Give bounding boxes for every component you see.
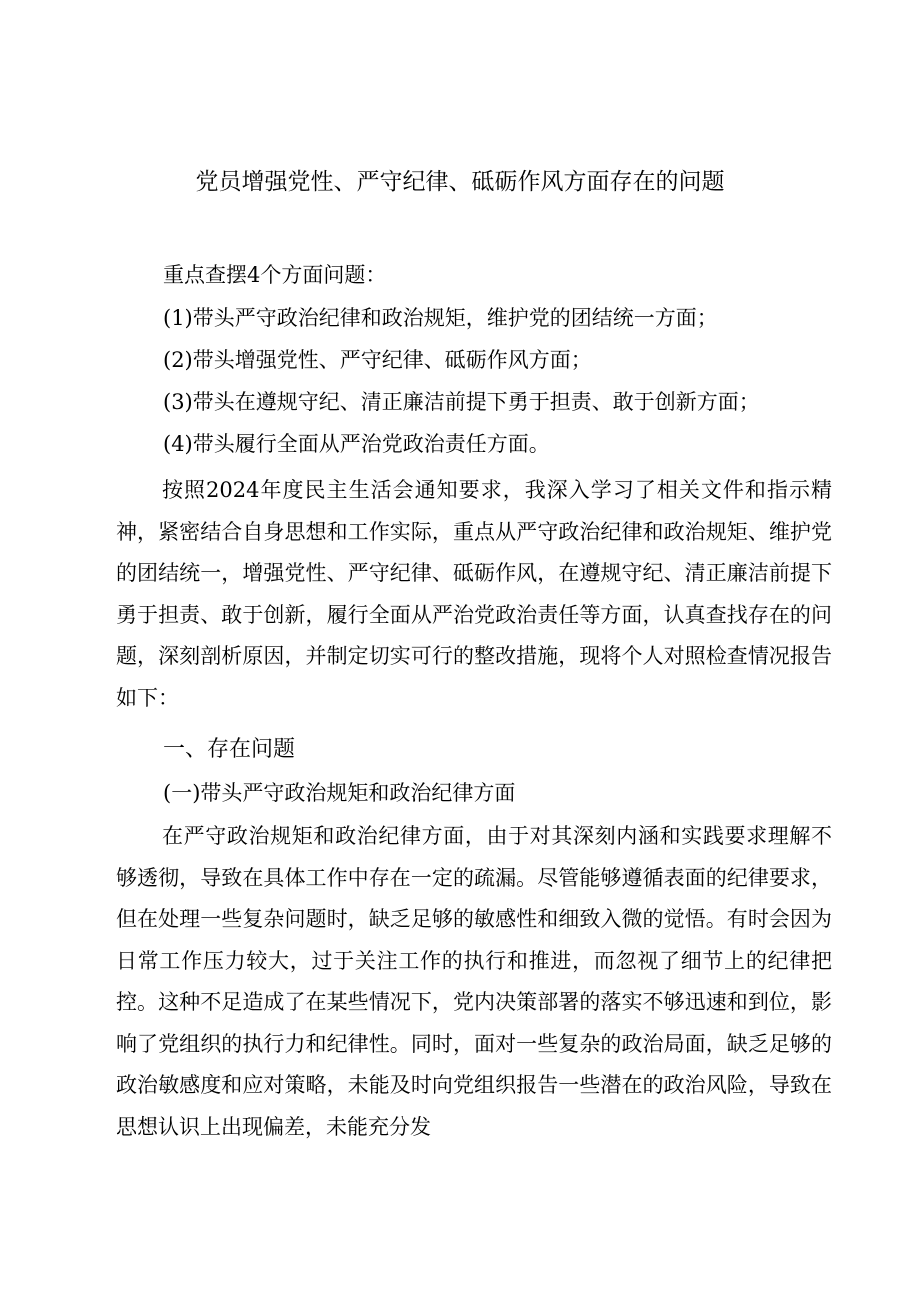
intro-line: 重点查摆4个方面问题： [163,263,387,287]
paragraph-intro: 按照2024年度民主生活会通知要求，我深入学习了相关文件和指示精神，紧密结合自身思想和工作实际，重点从严守政治纪律和政治规矩、维护党的团结统一，增强党性、严守纪律、砥砺作风，在遵规守纪、清正廉洁前提下勇于担责、敢于创新，履行全面从严治党政治责任等方面，认真查找存在的问题，深刻剖析原因，并制定切实可行的整改措施，现将个人对照检查情况报告如下： [116,478,832,710]
document-title: 党员增强党性、严守纪律、砥砺作风方面存在的问题 [195,169,725,195]
list-item-4: (4)带头履行全面从严治党政治责任方面。 [163,432,550,456]
paragraph-body: 在严守政治规矩和政治纪律方面，由于对其深刻内涵和实践要求理解不够透彻，导致在具体工作中存在一定的疏漏。尽管能够遵循表面的纪律要求，但在处理一些复杂问题时，缺乏足够的敏感性和细致入微的觉悟。有时会因为日常工作压力较大，过于关注工作的执行和推进，而忽视了细节上的纪律把控。这种不足造成了在某些情况下，党内决策部署的落实不够迅速和到位，影响了党组织的执行力和纪律性。同时，面对一些复杂的政治局面，缺乏足够的政治敏感度和应对策略，未能及时向党组织报告一些潜在的政治风险，导致在思想认识上出现偏差，未能充分发 [116,824,832,1139]
list-item-2: (2)带头增强党性、严守纪律、砥砺作风方面； [163,348,592,372]
list-item-3: (3)带头在遵规守纪、清正廉洁前提下勇于担责、敢于创新方面； [163,390,760,414]
list-item-1: (1)带头严守政治纪律和政治规矩，维护党的团结统一方面； [163,306,718,330]
section-heading: 一、存在问题 [163,737,296,762]
subsection-heading: (一)带头严守政治规矩和政治纪律方面 [163,781,516,805]
